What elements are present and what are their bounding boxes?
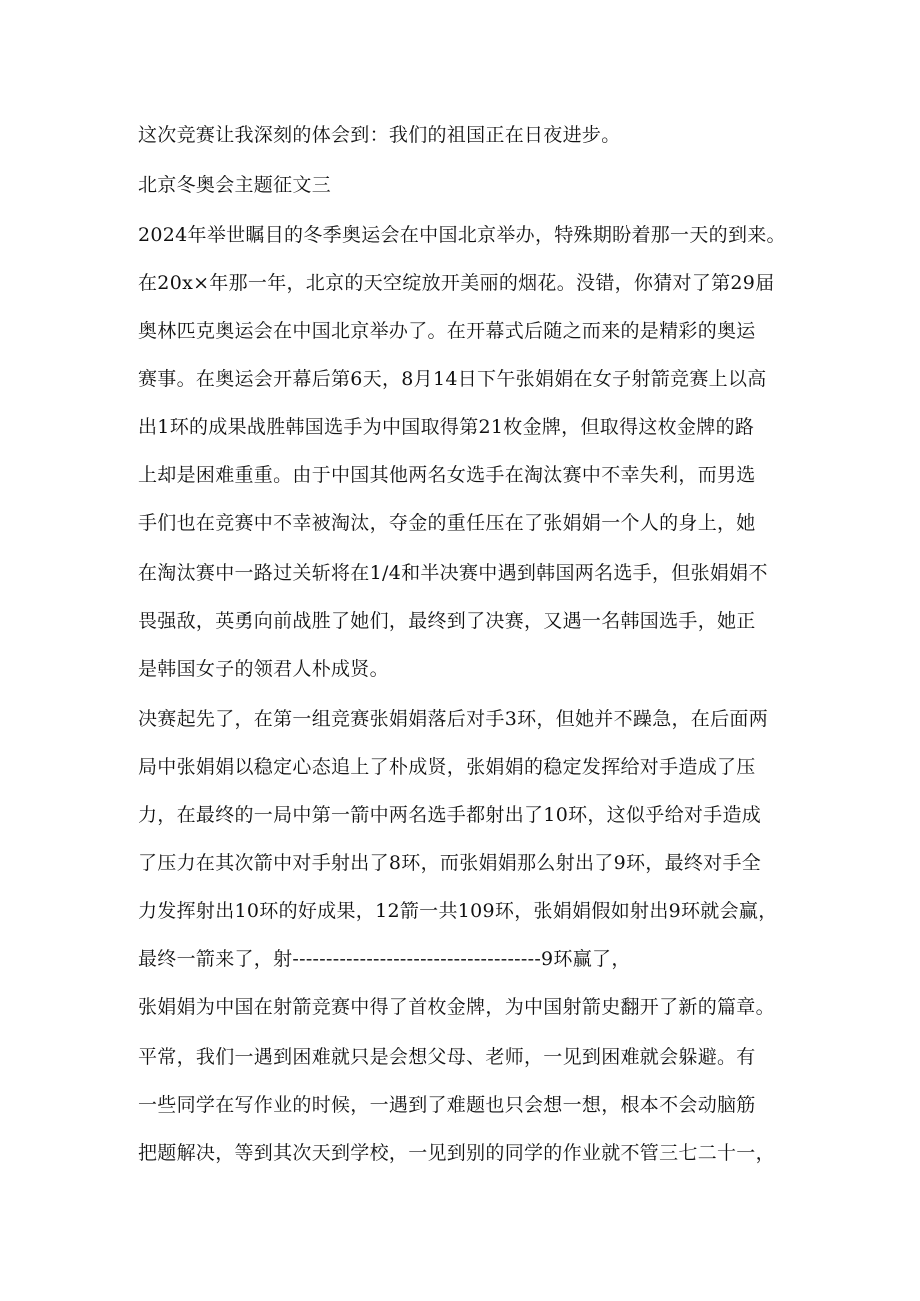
text-line: 一些同学在写作业的时候，一遇到了难题也只会想一想，根本不会动脑筋: [138, 1094, 756, 1116]
text-line: 这次竞赛让我深刻的体会到：我们的祖国正在日夜进步。: [138, 124, 621, 146]
text-line: 出1环的成果战胜韩国选手为中国取得第21枚金牌，但取得这枚金牌的路: [138, 416, 755, 438]
text-line: 局中张娟娟以稳定心态追上了朴成贤，张娟娟的稳定发挥给对手造成了压: [138, 756, 756, 778]
text-line: 2024年举世瞩目的冬季奥运会在中国北京举办，特殊期盼着那一天的到来。: [138, 224, 786, 246]
text-line: 把题解决，等到其次天到学校，一见到别的同学的作业就不管三七二十一，: [138, 1142, 775, 1164]
text-line: 决赛起先了，在第一组竞赛张娟娟落后对手3环，但她并不躁急，在后面两: [138, 708, 768, 730]
text-line: 最终一箭来了，射-------------------------------------9环赢了，: [138, 948, 631, 970]
text-line: 在淘汰赛中一路过关斩将在1/4和半决赛中遇到韩国两名选手，但张娟娟不: [138, 562, 768, 584]
text-line: 力发挥射出10环的好成果，12箭一共109环，张娟娟假如射出9环就会赢，: [138, 900, 778, 922]
text-line: 力，在最终的一局中第一箭中两名选手都射出了10环，这似乎给对手造成: [138, 804, 762, 826]
text-line: 了压力在其次箭中对手射出了8环，而张娟娟那么射出了9环，最终对手全: [138, 852, 762, 874]
text-line: 是韩国女子的领君人朴成贤。: [138, 658, 389, 680]
text-line: 上却是困难重重。由于中国其他两名女选手在淘汰赛中不幸失利，而男选: [138, 464, 756, 486]
text-line: 平常，我们一遇到困难就只是会想父母、老师，一见到困难就会躲避。有: [138, 1046, 756, 1068]
text-line: 在20x×年那一年，北京的天空绽放开美丽的烟花。没错，你猜对了第29届: [138, 272, 775, 294]
text-line: 手们也在竞赛中不幸被淘汰，夺金的重任压在了张娟娟一个人的身上，她: [138, 512, 756, 534]
section-heading: 北京冬奥会主题征文三: [138, 174, 332, 196]
text-line: 张娟娟为中国在射箭竞赛中得了首枚金牌，为中国射箭史翻开了新的篇章。: [138, 996, 775, 1018]
text-line: 畏强敌，英勇向前战胜了她们，最终到了决赛，又遇一名韩国选手，她正: [138, 610, 756, 632]
text-line: 奥林匹克奥运会在中国北京举办了。在开幕式后随之而来的是精彩的奥运: [138, 320, 756, 342]
text-line: 赛事。在奥运会开幕后第6天，8月14日下午张娟娟在女子射箭竞赛上以高: [138, 368, 767, 390]
